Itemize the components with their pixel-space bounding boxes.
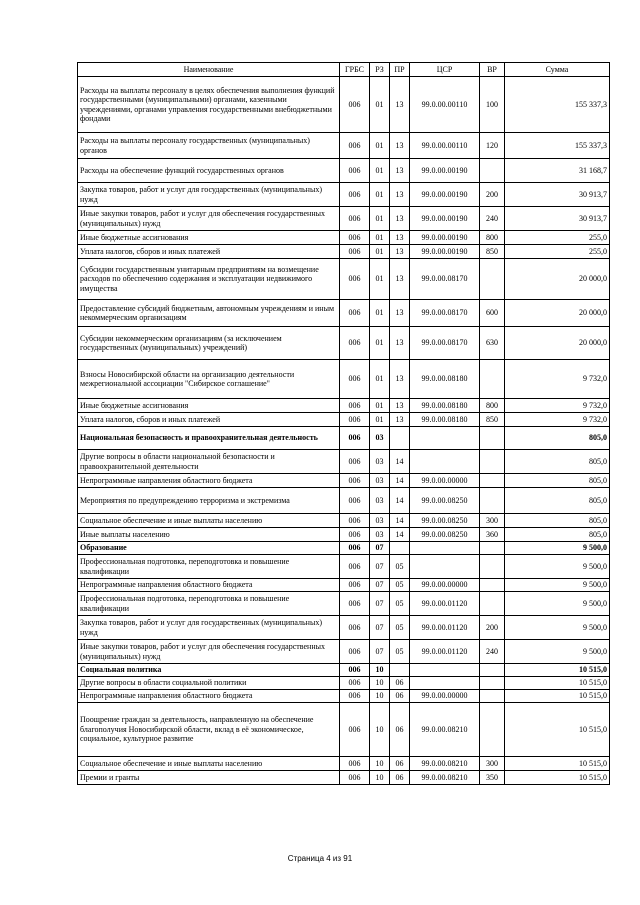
cell-sum: 9 500,0 [505, 555, 610, 579]
table-row [78, 640, 610, 664]
cell-name: Уплата налогов, сборов и иных платежей [78, 413, 340, 427]
cell-rz: 01 [370, 231, 390, 245]
cell-sum: 9 732,0 [505, 360, 610, 399]
cell-name: Образование [78, 542, 340, 555]
cell-rz: 03 [370, 514, 390, 528]
cell-vr: 240 [480, 207, 505, 231]
cell-pr: 13 [390, 159, 410, 183]
cell-sum: 805,0 [505, 474, 610, 488]
cell-rz: 07 [370, 592, 390, 616]
cell-rz: 01 [370, 413, 390, 427]
cell-name: Уплата налогов, сборов и иных платежей [78, 245, 340, 259]
cell-vr [480, 259, 505, 300]
cell-vr [480, 592, 505, 616]
cell-vr [480, 579, 505, 592]
cell-grbs: 006 [340, 555, 370, 579]
cell-rz: 10 [370, 664, 390, 677]
cell-vr [480, 360, 505, 399]
cell-pr: 05 [390, 555, 410, 579]
table-row [78, 300, 610, 327]
cell-grbs: 006 [340, 231, 370, 245]
cell-name: Профессиональная подготовка, переподготовка и повышение квалификации [78, 592, 340, 616]
table-row [78, 231, 610, 245]
cell-csr: 99.0.00.00190 [410, 207, 480, 231]
cell-name: Закупка товаров, работ и услуг для государственных (муниципальных) нужд [78, 616, 340, 640]
cell-name: Социальное обеспечение и иные выплаты населению [78, 514, 340, 528]
cell-pr: 05 [390, 592, 410, 616]
table-row [78, 399, 610, 413]
cell-grbs: 006 [340, 300, 370, 327]
cell-csr: 99.0.00.00190 [410, 245, 480, 259]
cell-vr [480, 488, 505, 514]
cell-name: Взносы Новосибирской области на организацию деятельности межрегиональной ассоциации "Сибирское соглашение" [78, 360, 340, 399]
cell-sum: 9 500,0 [505, 579, 610, 592]
cell-csr: 99.0.00.01120 [410, 640, 480, 664]
cell-pr: 06 [390, 771, 410, 785]
table-row [78, 677, 610, 690]
cell-name: Иные бюджетные ассигнования [78, 399, 340, 413]
cell-grbs: 006 [340, 159, 370, 183]
cell-rz: 01 [370, 327, 390, 360]
cell-pr: 06 [390, 677, 410, 690]
cell-pr: 05 [390, 616, 410, 640]
cell-vr [480, 555, 505, 579]
cell-pr: 06 [390, 690, 410, 703]
header-rz: РЗ [370, 63, 390, 77]
cell-pr: 13 [390, 207, 410, 231]
cell-rz: 01 [370, 399, 390, 413]
cell-sum: 155 337,3 [505, 133, 610, 159]
cell-name: Закупка товаров, работ и услуг для государственных (муниципальных) нужд [78, 183, 340, 207]
table-row [78, 664, 610, 677]
cell-sum: 10 515,0 [505, 771, 610, 785]
cell-sum: 9 500,0 [505, 592, 610, 616]
cell-grbs: 006 [340, 77, 370, 133]
cell-name: Национальная безопасность и правоохранительная деятельность [78, 427, 340, 450]
cell-grbs: 006 [340, 259, 370, 300]
cell-pr: 05 [390, 640, 410, 664]
header-csr: ЦСР [410, 63, 480, 77]
cell-grbs: 006 [340, 528, 370, 542]
cell-csr: 99.0.00.01120 [410, 616, 480, 640]
cell-vr [480, 427, 505, 450]
table-row [78, 616, 610, 640]
cell-rz: 10 [370, 771, 390, 785]
cell-pr [390, 542, 410, 555]
cell-rz: 10 [370, 690, 390, 703]
cell-csr [410, 427, 480, 450]
table-row [78, 555, 610, 579]
page-number: Страница 4 из 91 [287, 854, 353, 863]
cell-rz: 01 [370, 360, 390, 399]
cell-name: Предоставление субсидий бюджетным, автономным учреждениям и иным некоммерческим организациям [78, 300, 340, 327]
cell-vr: 630 [480, 327, 505, 360]
cell-vr: 200 [480, 616, 505, 640]
cell-sum: 9 500,0 [505, 542, 610, 555]
cell-vr: 200 [480, 183, 505, 207]
header-pr: ПР [390, 63, 410, 77]
cell-name: Иные закупки товаров, работ и услуг для обеспечения государственных (муниципальных) нужд [78, 207, 340, 231]
cell-sum: 10 515,0 [505, 757, 610, 771]
cell-vr [480, 542, 505, 555]
cell-pr: 13 [390, 399, 410, 413]
cell-name: Социальная политика [78, 664, 340, 677]
table-row [78, 703, 610, 757]
cell-csr: 99.0.00.08210 [410, 771, 480, 785]
cell-rz: 07 [370, 616, 390, 640]
cell-rz: 07 [370, 640, 390, 664]
table-row [78, 327, 610, 360]
cell-sum: 9 732,0 [505, 413, 610, 427]
table-row [78, 488, 610, 514]
cell-csr [410, 450, 480, 474]
cell-grbs: 006 [340, 245, 370, 259]
cell-pr: 13 [390, 133, 410, 159]
cell-sum: 255,0 [505, 231, 610, 245]
cell-rz: 03 [370, 474, 390, 488]
header-name: Наименование [78, 63, 340, 77]
cell-name: Поощрение граждан за деятельность, направленную на обеспечение благополучия Новосибирской области, вклад в её экономическое, социальное, культурное развитие [78, 703, 340, 757]
cell-grbs: 006 [340, 514, 370, 528]
cell-csr: 99.0.00.00110 [410, 77, 480, 133]
header-sum: Сумма [505, 63, 610, 77]
cell-csr: 99.0.00.08170 [410, 259, 480, 300]
cell-name: Профессиональная подготовка, переподготовка и повышение квалификации [78, 555, 340, 579]
cell-vr: 100 [480, 77, 505, 133]
cell-csr: 99.0.00.00190 [410, 183, 480, 207]
cell-name: Иные выплаты населению [78, 528, 340, 542]
cell-csr: 99.0.00.08250 [410, 488, 480, 514]
cell-pr: 13 [390, 245, 410, 259]
cell-sum: 30 913,7 [505, 207, 610, 231]
cell-csr: 99.0.00.00000 [410, 579, 480, 592]
cell-grbs: 006 [340, 690, 370, 703]
cell-csr: 99.0.00.08250 [410, 514, 480, 528]
cell-grbs: 006 [340, 703, 370, 757]
table-row [78, 757, 610, 771]
cell-vr: 800 [480, 231, 505, 245]
cell-grbs: 006 [340, 771, 370, 785]
cell-csr [410, 542, 480, 555]
cell-rz: 03 [370, 450, 390, 474]
cell-csr: 99.0.00.08170 [410, 300, 480, 327]
cell-vr [480, 159, 505, 183]
cell-rz: 03 [370, 488, 390, 514]
cell-grbs: 006 [340, 327, 370, 360]
cell-sum: 30 913,7 [505, 183, 610, 207]
cell-grbs: 006 [340, 450, 370, 474]
cell-rz: 01 [370, 133, 390, 159]
table-row [78, 542, 610, 555]
cell-sum: 9 500,0 [505, 616, 610, 640]
cell-sum: 9 500,0 [505, 640, 610, 664]
table-row [78, 360, 610, 399]
table-header-row [78, 63, 610, 77]
cell-sum: 805,0 [505, 427, 610, 450]
cell-pr: 13 [390, 300, 410, 327]
cell-grbs: 006 [340, 677, 370, 690]
cell-csr: 99.0.00.00000 [410, 474, 480, 488]
cell-vr [480, 703, 505, 757]
cell-sum: 255,0 [505, 245, 610, 259]
cell-vr: 850 [480, 413, 505, 427]
cell-csr: 99.0.00.08210 [410, 703, 480, 757]
cell-sum: 10 515,0 [505, 703, 610, 757]
cell-grbs: 006 [340, 542, 370, 555]
cell-pr: 13 [390, 183, 410, 207]
cell-vr: 800 [480, 399, 505, 413]
cell-grbs: 006 [340, 360, 370, 399]
cell-name: Субсидии некоммерческим организациям (за исключением государственных (муниципальных) учреждений) [78, 327, 340, 360]
cell-pr: 05 [390, 579, 410, 592]
cell-sum: 155 337,3 [505, 77, 610, 133]
cell-pr: 13 [390, 259, 410, 300]
cell-csr: 99.0.00.08250 [410, 528, 480, 542]
cell-name: Субсидии государственным унитарным предприятиям на возмещение расходов по обеспечению содержания и эксплуатации недвижимого имущества [78, 259, 340, 300]
table-row [78, 690, 610, 703]
cell-vr [480, 664, 505, 677]
cell-csr: 99.0.00.00190 [410, 159, 480, 183]
cell-pr [390, 427, 410, 450]
cell-rz: 07 [370, 555, 390, 579]
cell-pr: 14 [390, 488, 410, 514]
cell-vr [480, 677, 505, 690]
cell-rz: 10 [370, 703, 390, 757]
cell-rz: 03 [370, 427, 390, 450]
cell-name: Непрограммные направления областного бюджета [78, 579, 340, 592]
cell-name: Социальное обеспечение и иные выплаты населению [78, 757, 340, 771]
cell-csr: 99.0.00.01120 [410, 592, 480, 616]
header-grbs: ГРБС [340, 63, 370, 77]
table-row [78, 159, 610, 183]
cell-sum: 805,0 [505, 514, 610, 528]
cell-rz: 01 [370, 183, 390, 207]
cell-csr: 99.0.00.00000 [410, 690, 480, 703]
cell-sum: 805,0 [505, 450, 610, 474]
cell-vr: 600 [480, 300, 505, 327]
cell-sum: 10 515,0 [505, 690, 610, 703]
cell-grbs: 006 [340, 133, 370, 159]
budget-table [77, 62, 610, 785]
cell-sum: 805,0 [505, 488, 610, 514]
cell-rz: 01 [370, 77, 390, 133]
table-row [78, 133, 610, 159]
cell-csr: 99.0.00.08210 [410, 757, 480, 771]
cell-pr: 13 [390, 413, 410, 427]
cell-sum: 20 000,0 [505, 300, 610, 327]
cell-sum: 805,0 [505, 528, 610, 542]
cell-csr: 99.0.00.00110 [410, 133, 480, 159]
cell-csr: 99.0.00.08180 [410, 360, 480, 399]
cell-grbs: 006 [340, 664, 370, 677]
cell-grbs: 006 [340, 488, 370, 514]
cell-csr: 99.0.00.00190 [410, 231, 480, 245]
cell-csr [410, 677, 480, 690]
cell-csr: 99.0.00.08180 [410, 399, 480, 413]
cell-rz: 10 [370, 677, 390, 690]
table-row [78, 207, 610, 231]
cell-name: Расходы на выплаты персоналу государственных (муниципальных) органов [78, 133, 340, 159]
cell-grbs: 006 [340, 183, 370, 207]
table-row [78, 528, 610, 542]
cell-sum: 20 000,0 [505, 259, 610, 300]
cell-name: Премии и гранты [78, 771, 340, 785]
table-body [78, 77, 610, 785]
cell-pr: 14 [390, 474, 410, 488]
cell-rz: 03 [370, 528, 390, 542]
cell-grbs: 006 [340, 757, 370, 771]
cell-sum: 31 168,7 [505, 159, 610, 183]
table-row [78, 474, 610, 488]
cell-sum: 10 515,0 [505, 664, 610, 677]
cell-csr [410, 664, 480, 677]
cell-pr: 14 [390, 528, 410, 542]
cell-vr [480, 474, 505, 488]
cell-vr: 120 [480, 133, 505, 159]
cell-vr: 350 [480, 771, 505, 785]
cell-sum: 20 000,0 [505, 327, 610, 360]
cell-vr: 240 [480, 640, 505, 664]
cell-vr: 360 [480, 528, 505, 542]
cell-rz: 10 [370, 757, 390, 771]
cell-grbs: 006 [340, 399, 370, 413]
table-row [78, 413, 610, 427]
cell-name: Иные закупки товаров, работ и услуг для обеспечения государственных (муниципальных) нужд [78, 640, 340, 664]
cell-name: Непрограммные направления областного бюджета [78, 474, 340, 488]
cell-grbs: 006 [340, 640, 370, 664]
cell-rz: 01 [370, 159, 390, 183]
table-row [78, 514, 610, 528]
cell-rz: 01 [370, 207, 390, 231]
cell-vr [480, 690, 505, 703]
cell-pr: 13 [390, 327, 410, 360]
cell-name: Другие вопросы в области национальной безопасности и правоохранительной деятельности [78, 450, 340, 474]
table-row [78, 450, 610, 474]
cell-rz: 01 [370, 259, 390, 300]
cell-pr [390, 664, 410, 677]
cell-pr: 06 [390, 703, 410, 757]
cell-grbs: 006 [340, 207, 370, 231]
table-row [78, 245, 610, 259]
cell-rz: 01 [370, 300, 390, 327]
cell-vr: 300 [480, 514, 505, 528]
cell-name: Другие вопросы в области социальной политики [78, 677, 340, 690]
cell-name: Расходы на выплаты персоналу в целях обеспечения выполнения функций государственными (муниципальными) органами, казенными учреждениями, органами управления государственными внебюджетными фондами [78, 77, 340, 133]
cell-csr: 99.0.00.08180 [410, 413, 480, 427]
cell-name: Расходы на обеспечение функций государственных органов [78, 159, 340, 183]
table-row [78, 427, 610, 450]
table-row [78, 183, 610, 207]
cell-csr [410, 555, 480, 579]
cell-vr: 850 [480, 245, 505, 259]
cell-sum: 10 515,0 [505, 677, 610, 690]
header-vr: ВР [480, 63, 505, 77]
cell-name: Непрограммные направления областного бюджета [78, 690, 340, 703]
cell-pr: 13 [390, 231, 410, 245]
cell-csr: 99.0.00.08170 [410, 327, 480, 360]
table-row [78, 77, 610, 133]
cell-grbs: 006 [340, 413, 370, 427]
cell-rz: 01 [370, 245, 390, 259]
cell-sum: 9 732,0 [505, 399, 610, 413]
table-row [78, 259, 610, 300]
cell-pr: 13 [390, 77, 410, 133]
cell-pr: 14 [390, 514, 410, 528]
table-row [78, 592, 610, 616]
cell-grbs: 006 [340, 474, 370, 488]
cell-name: Иные бюджетные ассигнования [78, 231, 340, 245]
cell-vr [480, 450, 505, 474]
cell-grbs: 006 [340, 427, 370, 450]
cell-rz: 07 [370, 542, 390, 555]
cell-rz: 07 [370, 579, 390, 592]
cell-pr: 13 [390, 360, 410, 399]
cell-name: Мероприятия по предупреждению терроризма и экстремизма [78, 488, 340, 514]
cell-grbs: 006 [340, 592, 370, 616]
table-row [78, 579, 610, 592]
cell-pr: 14 [390, 450, 410, 474]
cell-vr: 300 [480, 757, 505, 771]
cell-grbs: 006 [340, 579, 370, 592]
cell-grbs: 006 [340, 616, 370, 640]
table-row [78, 771, 610, 785]
cell-pr: 06 [390, 757, 410, 771]
